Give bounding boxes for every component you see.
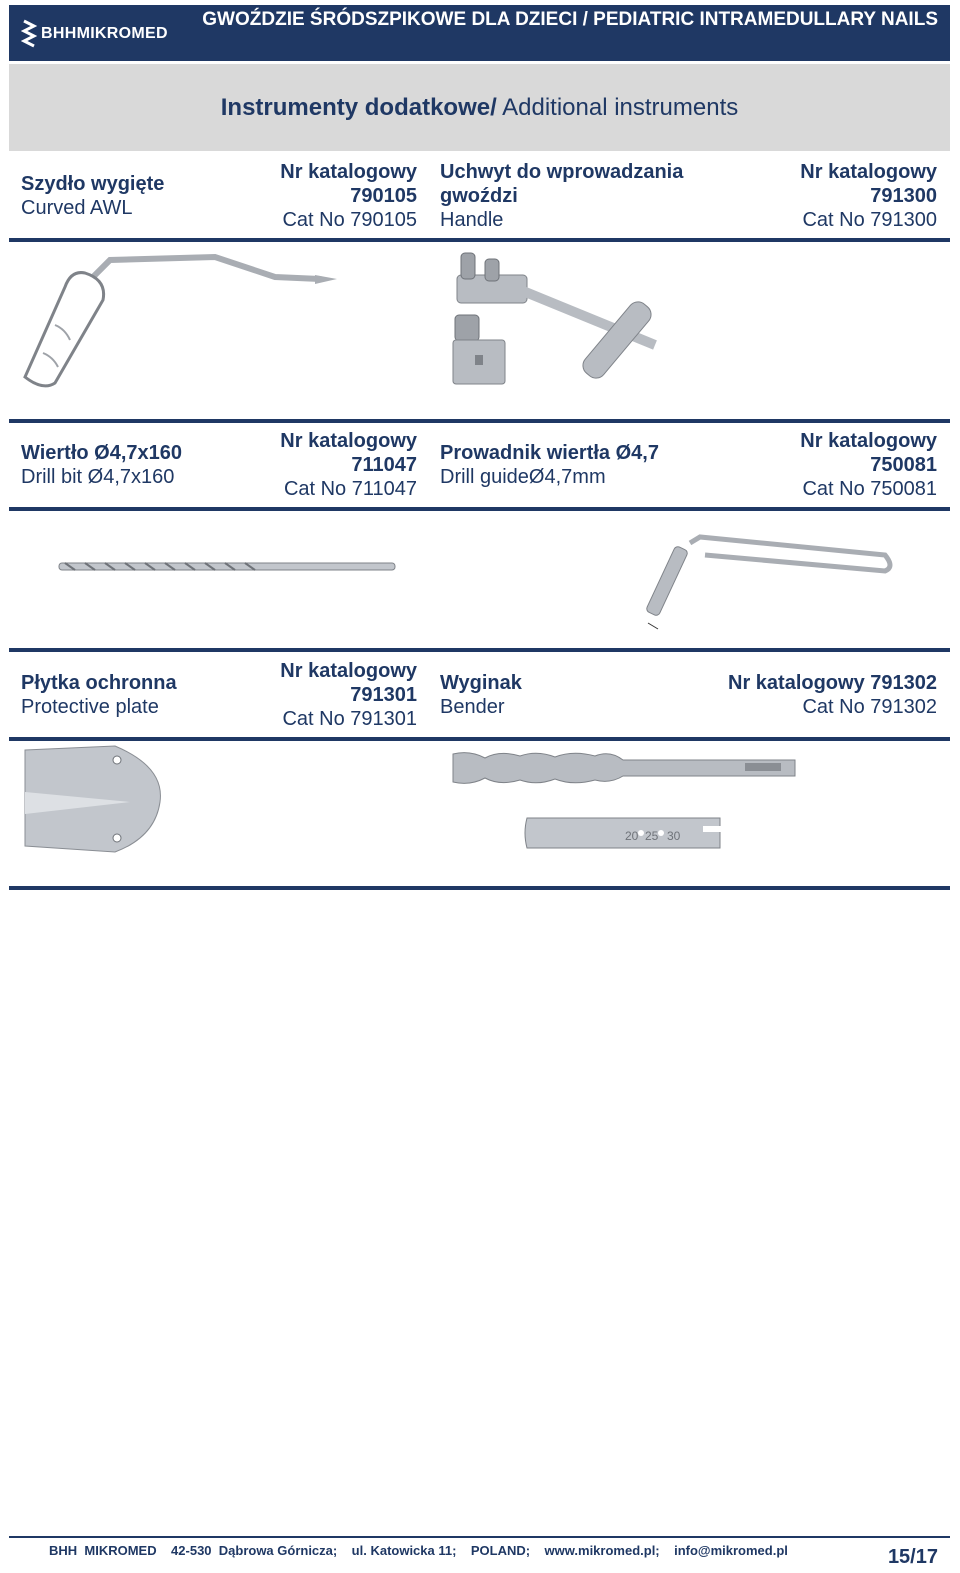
drill-bit-image <box>55 555 400 579</box>
footer-contact: BHH MIKROMED 42-530 Dąbrowa Górnicza; ul. Katowicka 11; POLAND; www.mikromed.pl; info@mikromed.pl <box>49 1543 788 1558</box>
page-footer <box>9 1536 950 1570</box>
bender-image <box>445 748 805 858</box>
item-awl-catalog: Nr katalogowy 790105 Cat No 790105 <box>280 161 417 231</box>
item-awl-name: Szydło wygięte Curved AWL <box>21 173 165 219</box>
item-drill-bit-catalog: Nr katalogowy 711047 Cat No 711047 <box>280 430 417 500</box>
drill-guide-image <box>630 525 900 635</box>
page-header <box>9 5 950 61</box>
item-handle-name: Uchwyt do wprowadzania gwoździ Handle <box>440 161 684 231</box>
item-protective-plate-catalog: Nr katalogowy 791301 Cat No 791301 <box>280 660 417 730</box>
row-divider <box>9 648 950 652</box>
document-title: GWOŹDZIE ŚRÓDSZPIKOWE DLA DZIECI / PEDIATRIC INTRAMEDULLARY NAILS <box>202 9 938 30</box>
item-row-1 <box>9 160 950 238</box>
curved-awl-image <box>15 245 345 395</box>
row-divider <box>9 238 950 242</box>
bender-mark-30: 30 <box>667 829 681 843</box>
section-title-en: Additional instruments <box>496 94 739 121</box>
row-divider <box>9 886 950 890</box>
section-title-pl: Instrumenty dodatkowe/ <box>220 94 497 121</box>
brand-logo <box>21 19 168 49</box>
item-drill-bit-name: Wiertło Ø4,7x160 Drill bit Ø4,7x160 <box>21 442 183 488</box>
item-row-2 <box>9 429 950 507</box>
bender-mark-25: 25 <box>645 829 659 843</box>
item-row-3 <box>9 659 950 737</box>
brand-name: BHHMIKROMED <box>41 25 168 42</box>
item-protective-plate-name: Płytka ochronna Protective plate <box>21 672 177 718</box>
row-divider <box>9 507 950 511</box>
logo-mark-icon <box>21 19 37 49</box>
protective-plate-image <box>20 742 170 857</box>
item-drill-guide-name: Prowadnik wiertła Ø4,7 Drill guideØ4,7mm <box>440 442 659 488</box>
item-handle-catalog: Nr katalogowy 791300 Cat No 791300 <box>800 161 937 231</box>
item-drill-guide-catalog: Nr katalogowy 750081 Cat No 750081 <box>800 430 937 500</box>
bender-mark-20: 20 <box>625 829 639 843</box>
item-bender-catalog: Nr katalogowy 791302 Cat No 791302 <box>728 672 937 718</box>
section-title <box>9 64 950 151</box>
item-bender-name: Wyginak Bender <box>440 672 522 718</box>
handle-image <box>445 245 700 395</box>
row-divider <box>9 737 950 741</box>
row-divider <box>9 419 950 423</box>
page-number: 15/17 <box>887 1546 938 1568</box>
